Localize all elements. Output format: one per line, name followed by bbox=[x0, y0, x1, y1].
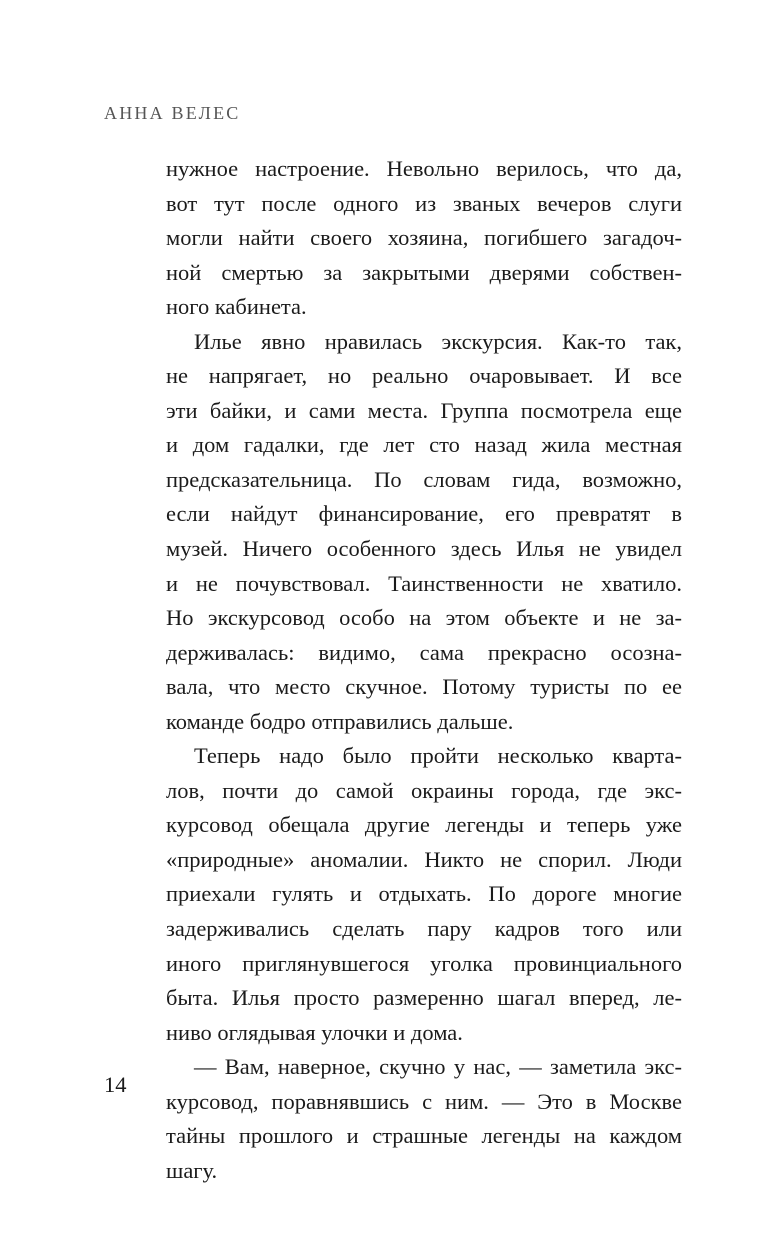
text-line: приехали гулять и отдыхать. По дороге многие bbox=[166, 881, 682, 907]
text-line: если найдут финансирование, его превратят в bbox=[166, 501, 682, 527]
paragraph-first-line: Илье явно нравилась экскурсия. Как-то так, bbox=[194, 328, 682, 354]
text-line: ного кабинета. bbox=[166, 294, 307, 320]
text-line: вала, что место скучное. Потому туристы по ее bbox=[166, 674, 682, 700]
text-line: нужное настроение. Невольно верилось, что да, bbox=[166, 156, 682, 181]
text-line: «природные» аномалии. Никто не спорил. Люди bbox=[166, 846, 682, 872]
text-line: не напрягает, но реально очаровывает. И все bbox=[166, 363, 682, 389]
running-head: АННА ВЕЛЕС bbox=[104, 103, 241, 123]
text-line: быта. Илья просто размеренно шагал вперед, ле- bbox=[166, 985, 682, 1011]
body-text bbox=[166, 152, 682, 1188]
text-line: задерживались сделать пару кадров того или bbox=[166, 916, 682, 942]
text-line: ной смертью за закрытыми дверями собствен- bbox=[166, 259, 682, 285]
text-line: команде бодро отправились дальше. bbox=[166, 708, 514, 734]
text-line: курсовод, поравнявшись с ним. — Это в Москве bbox=[166, 1088, 682, 1114]
text-line: предсказательница. По словам гида, возможно, bbox=[166, 466, 682, 492]
text-line: музей. Ничего особенного здесь Илья не увидел bbox=[166, 536, 682, 562]
text-line: держивалась: видимо, сама прекрасно осозна- bbox=[166, 639, 682, 665]
paragraph-first-line: — Вам, наверное, скучно у нас, — заметила экс- bbox=[194, 1054, 682, 1080]
text-line: и дом гадалки, где лет сто назад жила местная bbox=[166, 432, 682, 458]
text-line: могли найти своего хозяина, погибшего загадоч- bbox=[166, 225, 682, 251]
text-line: лов, почти до самой окраины города, где экс- bbox=[166, 777, 682, 803]
text-line: Но экскурсовод особо на этом объекте и не за- bbox=[166, 605, 682, 631]
text-line: тайны прошлого и страшные легенды на каждом bbox=[166, 1123, 682, 1149]
page-number: 14 bbox=[104, 1072, 127, 1097]
text-line: и не почувствовал. Таинственности не хватило. bbox=[166, 570, 682, 596]
text-line: вот тут после одного из званых вечеров слуги bbox=[166, 190, 682, 216]
text-line: ниво оглядывая улочки и дома. bbox=[166, 1019, 463, 1045]
text-line: иного приглянувшегося уголка провинциального bbox=[166, 950, 682, 976]
text-line: эти байки, и сами места. Группа посмотрела еще bbox=[166, 397, 682, 423]
text-line: шагу. bbox=[166, 1157, 218, 1183]
paragraph-first-line: Теперь надо было пройти несколько кварта- bbox=[194, 743, 682, 769]
text-line: курсовод обещала другие легенды и теперь уже bbox=[166, 812, 682, 838]
